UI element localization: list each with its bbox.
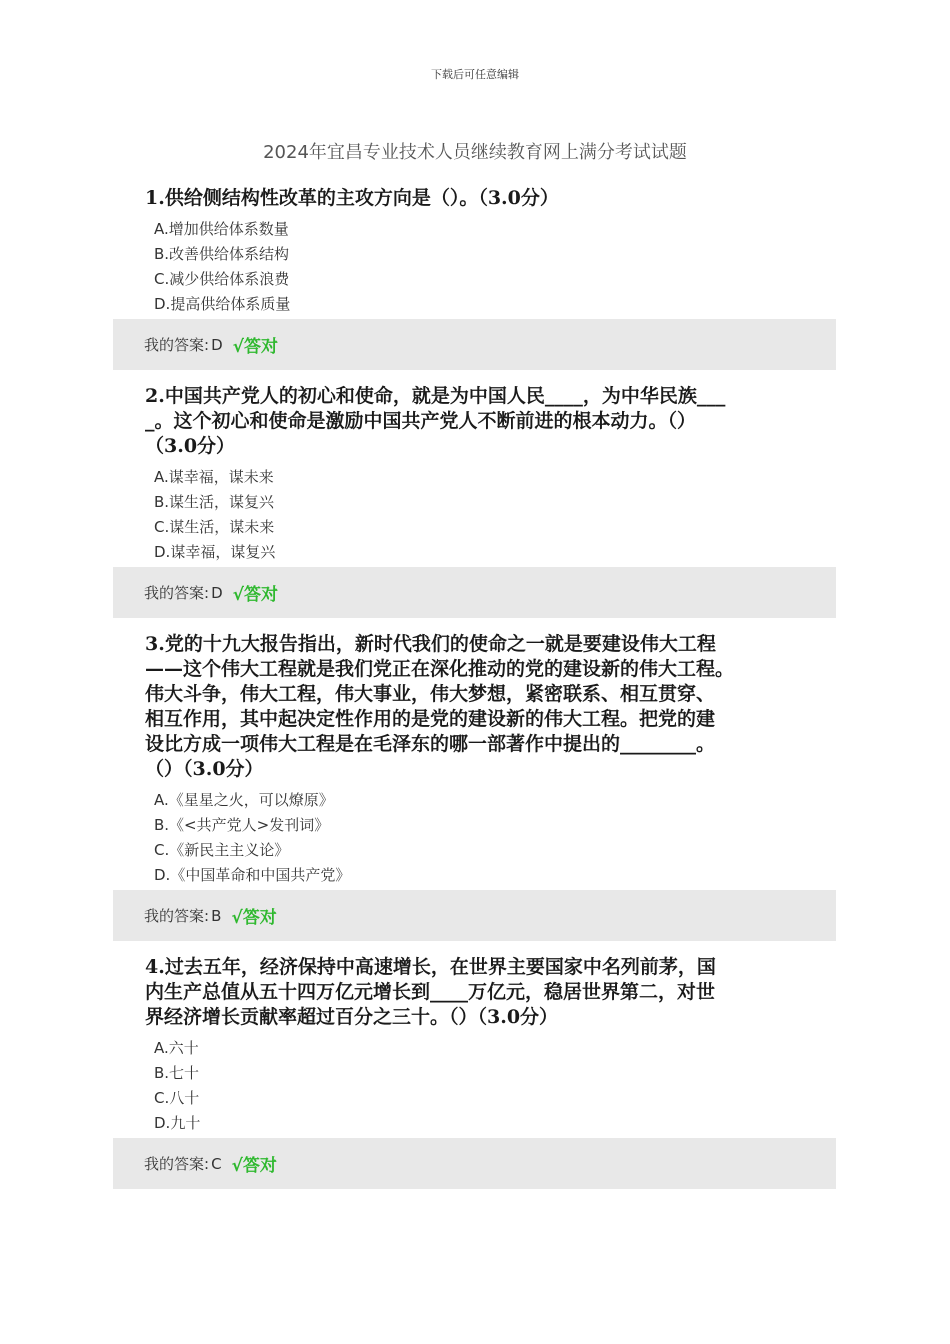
question-line: 2.中国共产党人的初心和使命，就是为中国人民____，为中华民族___ <box>145 385 726 407</box>
question-line: 设比方成一项伟大工程是在毛泽东的哪一部著作中提出的________。 <box>145 733 716 755</box>
header-note: 下载后可任意编辑 <box>431 68 519 81</box>
question-line: 3.党的十九大报告指出，新时代我们的使命之一就是要建设伟大工程 <box>145 633 716 655</box>
answer-bar <box>113 1138 836 1189</box>
question-line: 1.供给侧结构性改革的主攻方向是（）。（3.0分） <box>145 187 559 209</box>
correct-mark: √答对 <box>232 585 278 605</box>
answer-bar <box>113 567 836 618</box>
question-1 <box>113 186 836 370</box>
option-a: A.增加供给体系数量 <box>154 220 289 238</box>
option-a: A.谋幸福，谋未来 <box>154 468 274 486</box>
correct-mark: √答对 <box>232 337 278 357</box>
question-line: _。这个初心和使命是激励中国共产党人不断前进的根本动力。（） <box>145 410 697 432</box>
answer-letter: C <box>211 1154 222 1173</box>
correct-mark: √答对 <box>231 908 277 928</box>
question-line: 界经济增长贡献率超过百分之三十。（）（3.0分） <box>145 1006 559 1028</box>
option-d: D.九十 <box>154 1114 201 1132</box>
option-c: C.《新民主主义论》 <box>154 841 290 859</box>
option-a: A.六十 <box>154 1039 199 1057</box>
document-title: 2024年宜昌专业技术人员继续教育网上满分考试试题 <box>263 142 687 163</box>
question-line: ——这个伟大工程就是我们党正在深化推动的党的建设新的伟大工程。 <box>145 658 735 680</box>
question-3 <box>113 632 836 941</box>
option-d: D.提高供给体系质量 <box>154 295 291 313</box>
option-b: B.《<共产党人>发刊词》 <box>154 816 330 834</box>
question-line: 内生产总值从五十四万亿元增长到____万亿元，稳居世界第二，对世 <box>145 981 716 1003</box>
options-list <box>154 217 836 317</box>
option-d: D.谋幸福，谋复兴 <box>154 543 276 561</box>
question-4 <box>113 955 836 1189</box>
answer-letter: D <box>211 335 223 354</box>
options-list <box>154 465 836 565</box>
question-line: 4.过去五年，经济保持中高速增长，在世界主要国家中名列前茅，国 <box>145 956 716 978</box>
option-a: A.《星星之火，可以燎原》 <box>154 791 334 809</box>
question-line: （3.0分） <box>145 435 236 457</box>
answer-prefix: 我的答案: <box>144 1155 210 1173</box>
question-line: （）（3.0分） <box>145 758 264 780</box>
question-2 <box>113 384 836 618</box>
answer-bar <box>113 890 836 941</box>
option-c: C.减少供给体系浪费 <box>154 270 290 288</box>
answer-bar <box>113 319 836 370</box>
options-list <box>154 1036 836 1136</box>
options-list <box>154 788 836 888</box>
question-text <box>145 186 817 211</box>
question-text <box>145 955 817 1030</box>
answer-prefix: 我的答案: <box>144 336 210 354</box>
option-c: C.谋生活，谋未来 <box>154 518 275 536</box>
question-line: 相互作用，其中起决定性作用的是党的建设新的伟大工程。把党的建 <box>145 708 716 730</box>
option-c: C.八十 <box>154 1089 200 1107</box>
question-line: 伟大斗争，伟大工程，伟大事业，伟大梦想，紧密联系、相互贯穿、 <box>145 683 716 705</box>
option-b: B.谋生活，谋复兴 <box>154 493 275 511</box>
answer-prefix: 我的答案: <box>144 907 210 925</box>
correct-mark: √答对 <box>231 1156 277 1176</box>
question-text <box>145 384 817 459</box>
answer-letter: D <box>211 583 223 602</box>
question-text <box>145 632 817 782</box>
answer-letter: B <box>211 906 222 925</box>
option-b: B.改善供给体系结构 <box>154 245 290 263</box>
option-b: B.七十 <box>154 1064 200 1082</box>
answer-prefix: 我的答案: <box>144 584 210 602</box>
option-d: D.《中国革命和中国共产党》 <box>154 866 351 884</box>
